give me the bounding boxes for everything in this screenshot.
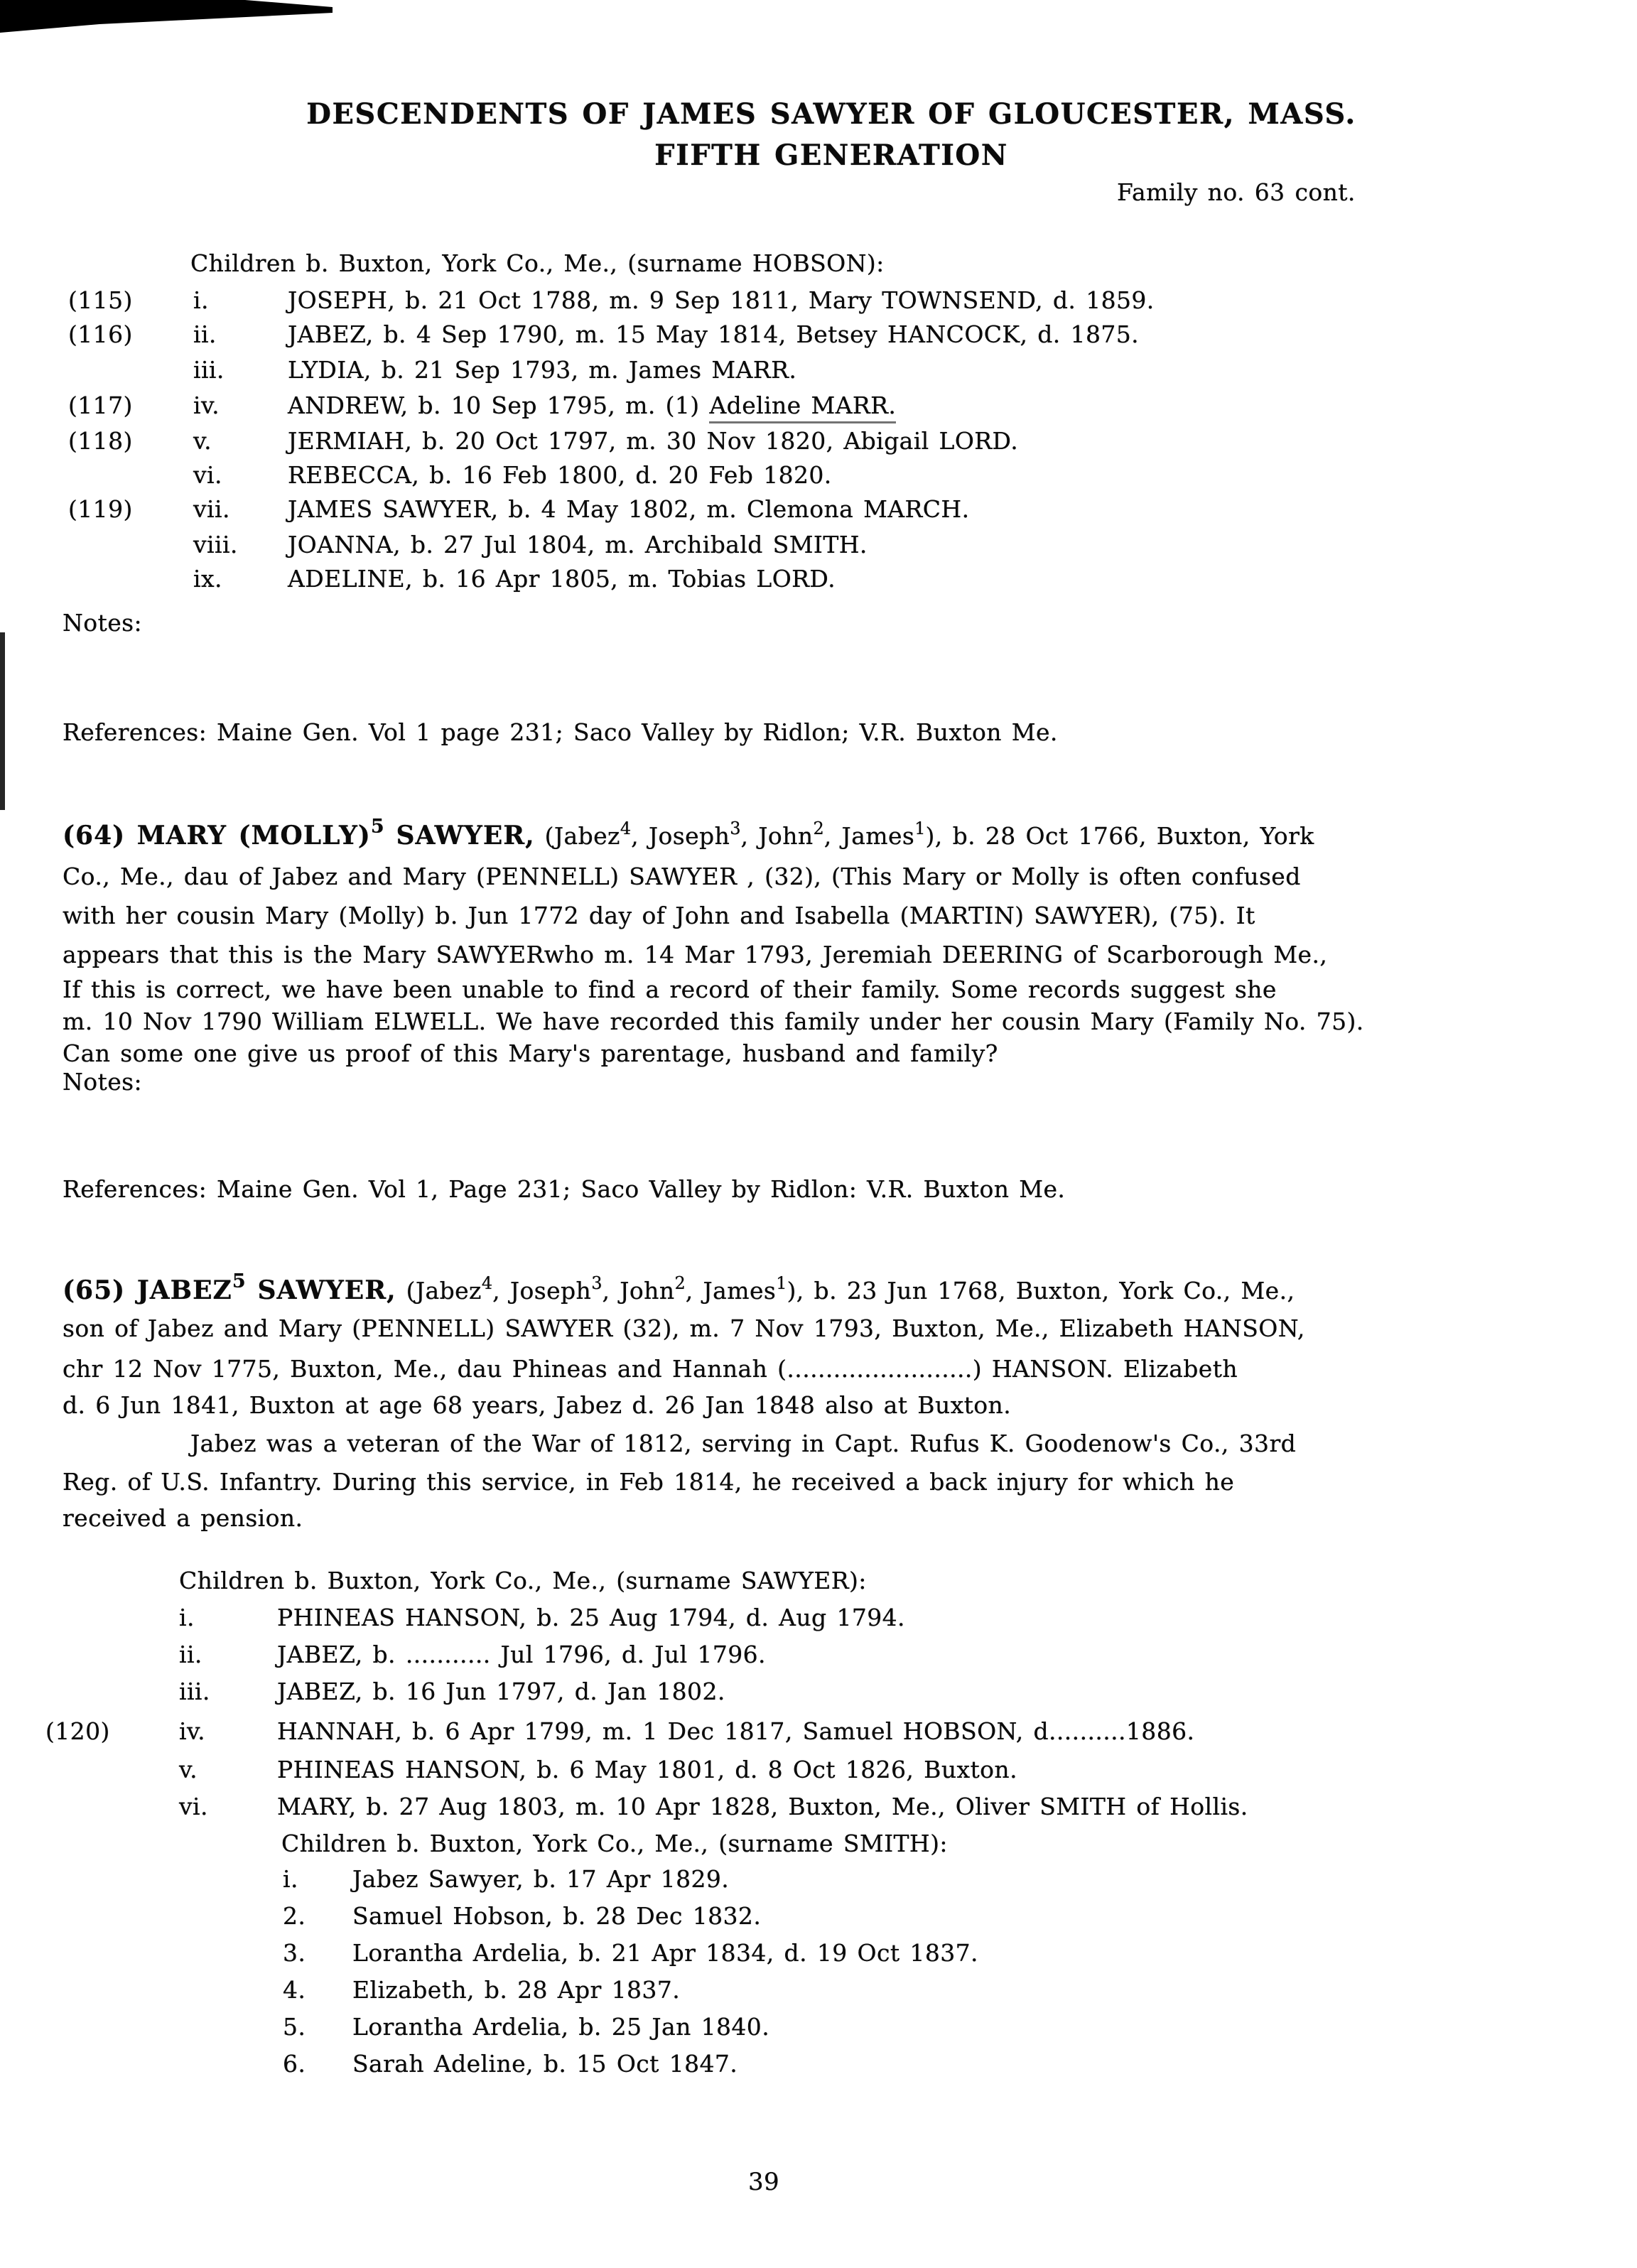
child-entry: JABEZ, b. 16 Jun 1797, d. Jan 1802.	[277, 1678, 725, 1705]
lineage-text: (Jabez	[534, 822, 620, 850]
family-ref-number: (117)	[68, 392, 133, 419]
paragraph-line: appears that this is the Mary SAWYERwho m. 14 Mar 1793, Jeremiah DEERING of Scarborough Me.,	[63, 941, 1328, 968]
grandchild-number: 6.	[283, 2050, 306, 2078]
paragraph-line: chr 12 Nov 1775, Buxton, Me., dau Phineas and Hannah (........................) HANSON. Elizabeth	[63, 1355, 1238, 1383]
paragraph-line: Reg. of U.S. Infantry. During this service, in Feb 1814, he received a back injury for which he	[63, 1468, 1235, 1496]
page-subtitle: FIFTH GENERATION	[654, 139, 1008, 172]
references-line: References: Maine Gen. Vol 1 page 231; Saco Valley by Ridlon; V.R. Buxton Me.	[63, 718, 1058, 746]
family65-name: (65) JABEZ	[63, 1275, 232, 1305]
child-entry	[288, 392, 896, 419]
grandchild-entry: Samuel Hobson, b. 28 Dec 1832.	[352, 1902, 762, 1930]
child-roman: ii.	[193, 320, 217, 348]
lineage-text: , Joseph	[631, 822, 730, 850]
children-header-hobson: Children b. Buxton, York Co., Me., (surname HOBSON):	[190, 249, 885, 277]
lineage-superscript: 1	[776, 1273, 787, 1293]
paragraph-line-indented: Jabez was a veteran of the War of 1812, serving in Capt. Rufus K. Goodenow's Co., 33rd	[190, 1430, 1297, 1457]
lineage-superscript: 3	[591, 1273, 603, 1293]
child-roman: iv.	[193, 392, 220, 419]
child-roman: v.	[193, 427, 212, 455]
grandchild-entry: Lorantha Ardelia, b. 21 Apr 1834, d. 19 Oct 1837.	[352, 1939, 978, 1967]
child-entry: MARY, b. 27 Aug 1803, m. 10 Apr 1828, Buxton, Me., Oliver SMITH of Hollis.	[277, 1793, 1248, 1820]
lineage-superscript: 4	[481, 1273, 493, 1293]
paragraph-line: son of Jabez and Mary (PENNELL) SAWYER (32), m. 7 Nov 1793, Buxton, Me., Elizabeth HANSON,	[63, 1314, 1305, 1342]
family65-heading	[63, 1270, 1295, 1305]
family-ref-number: (118)	[68, 427, 133, 455]
grandchild-entry: Elizabeth, b. 28 Apr 1837.	[352, 1976, 681, 2004]
scan-artifact-wedge	[0, 0, 341, 36]
lineage-text: (Jabez	[396, 1277, 482, 1305]
child-entry: LYDIA, b. 21 Sep 1793, m. James MARR.	[288, 356, 797, 384]
underlined-name: Adeline MARR.	[709, 392, 896, 423]
lineage-superscript: 1	[914, 819, 926, 838]
family-ref-number: (115)	[68, 286, 133, 314]
child-entry: PHINEAS HANSON, b. 6 May 1801, d. 8 Oct 1826, Buxton.	[277, 1756, 1017, 1783]
child-entry: JABEZ, b. 4 Sep 1790, m. 15 May 1814, Betsey HANCOCK, d. 1875.	[288, 320, 1140, 348]
children-header-sawyer: Children b. Buxton, York Co., Me., (surname SAWYER):	[179, 1567, 867, 1594]
lineage-text: ), b. 28 Oct 1766, Buxton, York	[925, 822, 1314, 850]
family-ref-number: (120)	[45, 1717, 110, 1745]
grandchild-number: 5.	[283, 2013, 306, 2041]
grandchild-number: 3.	[283, 1939, 306, 1967]
family64-name: (64) MARY (MOLLY)	[63, 821, 371, 850]
child-roman: ii.	[179, 1641, 202, 1668]
notes-label: Notes:	[63, 609, 142, 637]
child-roman: v.	[179, 1756, 198, 1783]
child-entry: JOANNA, b. 27 Jul 1804, m. Archibald SMITH.	[288, 531, 868, 558]
child-roman: vi.	[179, 1793, 208, 1820]
paragraph-line: m. 10 Nov 1790 William ELWELL. We have recorded this family under her cousin Mary (Family No. 75).	[63, 1008, 1364, 1035]
grandchild-entry: Lorantha Ardelia, b. 25 Jan 1840.	[352, 2013, 770, 2041]
grandchild-entry: Sarah Adeline, b. 15 Oct 1847.	[352, 2050, 738, 2078]
child-roman: i.	[193, 286, 209, 314]
page-title: DESCENDENTS OF JAMES SAWYER OF GLOUCESTER, MASS.	[306, 97, 1356, 131]
paragraph-line: If this is correct, we have been unable to find a record of their family. Some records suggest she	[63, 976, 1277, 1003]
family-continuation-note: Family no. 63 cont.	[1117, 178, 1356, 206]
scan-artifact-edge-bar	[0, 632, 5, 810]
lineage-superscript: 4	[620, 819, 632, 838]
lineage-text: , John	[602, 1277, 675, 1305]
lineage-text: , Joseph	[492, 1277, 592, 1305]
paragraph-line: with her cousin Mary (Molly) b. Jun 1772 day of John and Isabella (MARTIN) SAWYER), (75). It	[63, 902, 1255, 929]
grandchild-number: 2.	[283, 1902, 306, 1930]
child-entry: JOSEPH, b. 21 Oct 1788, m. 9 Sep 1811, Mary TOWNSEND, d. 1859.	[288, 286, 1155, 314]
paragraph-line: Can some one give us proof of this Mary's parentage, husband and family?	[63, 1040, 998, 1067]
paragraph-line: d. 6 Jun 1841, Buxton at age 68 years, Jabez d. 26 Jan 1848 also at Buxton.	[63, 1391, 1012, 1419]
child-entry: JABEZ, b. ........... Jul 1796, d. Jul 1796.	[277, 1641, 766, 1668]
family64-heading	[63, 816, 1314, 850]
grandchild-number: 4.	[283, 1976, 306, 2004]
lineage-superscript: 2	[674, 1273, 686, 1293]
child-roman: viii.	[193, 531, 238, 558]
paragraph-line: Co., Me., dau of Jabez and Mary (PENNELL) SAWYER , (32), (This Mary or Molly is often confused	[63, 863, 1301, 890]
lineage-superscript: 2	[813, 819, 824, 838]
child-entry: JAMES SAWYER, b. 4 May 1802, m. Clemona MARCH.	[288, 495, 970, 523]
child-roman: ix.	[193, 565, 222, 593]
child-roman: iii.	[193, 356, 225, 384]
lineage-text: ), b. 23 Jun 1768, Buxton, York Co., Me.,	[787, 1277, 1295, 1305]
child-entry: HANNAH, b. 6 Apr 1799, m. 1 Dec 1817, Samuel HOBSON, d..........1886.	[277, 1717, 1195, 1745]
lineage-superscript: 3	[730, 819, 741, 838]
grandchild-number: i.	[283, 1865, 298, 1893]
lineage-text: , John	[740, 822, 814, 850]
family-ref-number: (119)	[68, 495, 133, 523]
child-entry: PHINEAS HANSON, b. 25 Aug 1794, d. Aug 1794.	[277, 1604, 905, 1631]
page-number: 39	[747, 2168, 780, 2196]
generation-superscript: 5	[232, 1270, 246, 1292]
child-roman: iii.	[179, 1678, 210, 1705]
lineage-text: , James	[685, 1277, 777, 1305]
child-roman: vi.	[193, 461, 222, 489]
family64-name: SAWYER,	[384, 821, 535, 850]
generation-superscript: 5	[370, 816, 385, 838]
child-entry: ADELINE, b. 16 Apr 1805, m. Tobias LORD.	[288, 565, 836, 593]
child-roman: vii.	[193, 495, 230, 523]
child-entry: JERMIAH, b. 20 Oct 1797, m. 30 Nov 1820, Abigail LORD.	[288, 427, 1019, 455]
references-line: References: Maine Gen. Vol 1, Page 231; Saco Valley by Ridlon: V.R. Buxton Me.	[63, 1175, 1066, 1203]
family65-name: SAWYER,	[246, 1275, 396, 1305]
child-roman: i.	[179, 1604, 195, 1631]
grandchild-entry: Jabez Sawyer, b. 17 Apr 1829.	[352, 1865, 730, 1893]
child-roman: iv.	[179, 1717, 205, 1745]
family-ref-number: (116)	[68, 320, 133, 348]
notes-label: Notes:	[63, 1068, 142, 1096]
children-header-smith: Children b. Buxton, York Co., Me., (surname SMITH):	[281, 1830, 948, 1857]
lineage-text: , James	[823, 822, 915, 850]
paragraph-line: received a pension.	[63, 1504, 303, 1532]
child-entry-text: ANDREW, b. 10 Sep 1795, m. (1)	[288, 392, 710, 419]
child-entry: REBECCA, b. 16 Feb 1800, d. 20 Feb 1820.	[288, 461, 832, 489]
